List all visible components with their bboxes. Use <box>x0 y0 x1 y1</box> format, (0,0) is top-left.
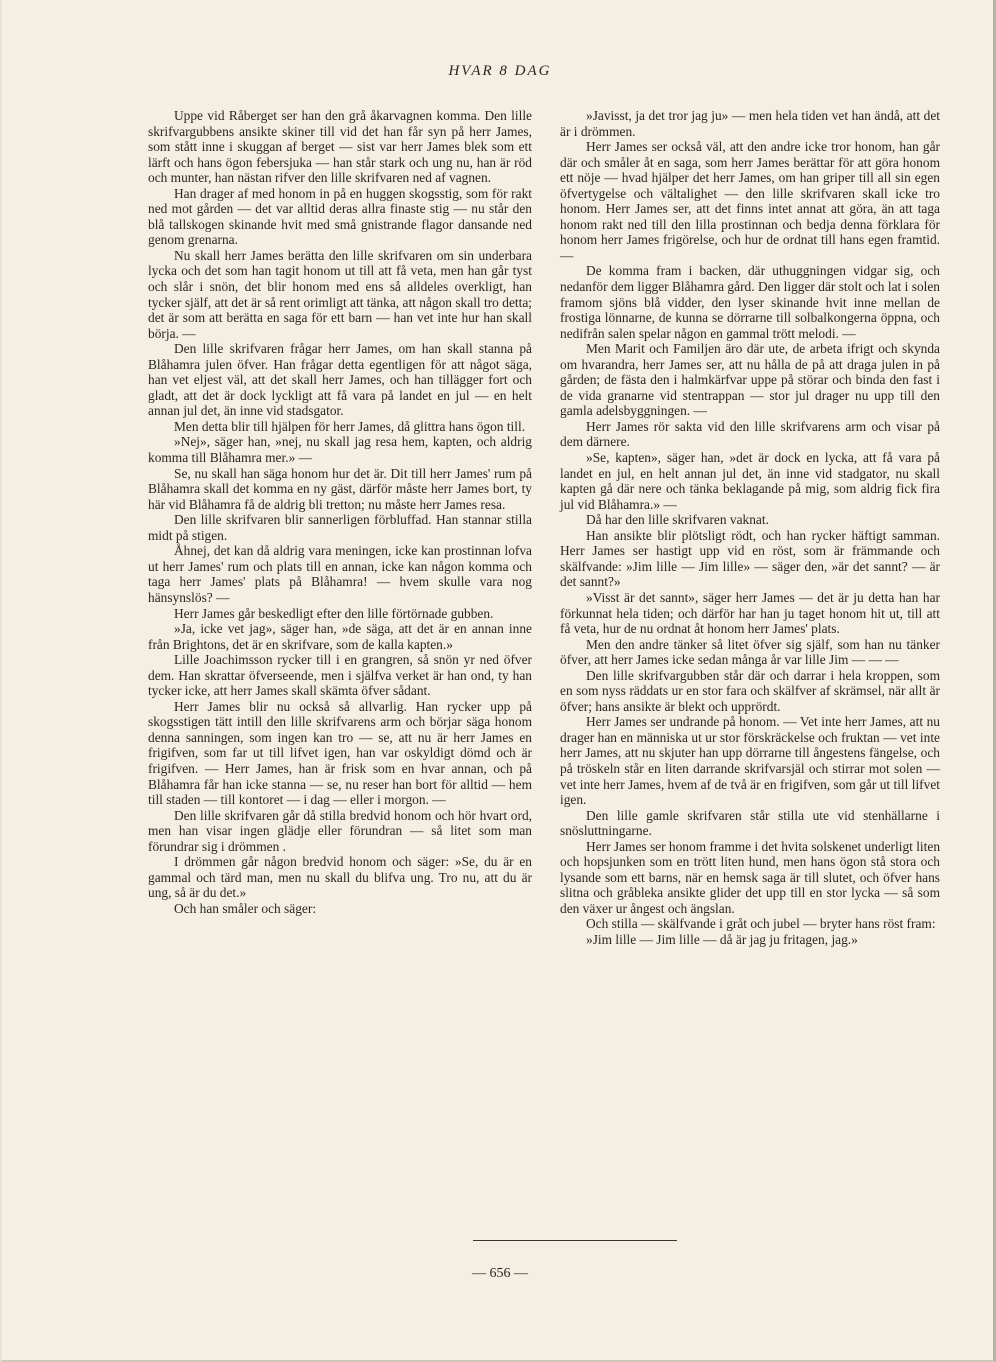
paragraph: Herr James går beskedligt efter den lille förtörnade gubben. <box>174 605 494 621</box>
paragraph: Den lille skrifvaren blir sannerligen förbluffad. Han stannar stilla midt på stigen. <box>148 512 532 543</box>
paragraph: Men detta blir till hjälpen för herr James, då glittra hans ögon till. <box>174 418 526 434</box>
paragraph: »Ja, icke vet jag», säger han, »de säga, att det är en annan inne från Brightons, det är en skrifvare, som de kalla kapten.» <box>148 621 532 652</box>
footer-rule <box>473 1240 677 1241</box>
right-column <box>560 108 940 948</box>
paragraph: Se, nu skall han säga honom hur det är. Dit till herr James' rum på Blåhamra skall det komma en ny gäst, därför måste herr James bort, ty här vid Blåhamra få de aldrig bli tretton; nu måste herr James resa. <box>148 465 532 512</box>
paragraph: »Se, kapten», säger han, »det är dock en lycka, att få vara på landet en jul, en helt annan jul det, än inne vid stadgator, nu skall kapten gå där nere och tänka beklagande på mig, som aldrig fick fira jul vid Blåhamra.» — <box>560 450 940 512</box>
paragraph: Den lille skrifvargubben står där och darrar i hela kroppen, som en som nyss räddats ur en stor fara och skälfver af skrämsel, när allt är öfver; hans ansikte är blekt och upprördt. <box>560 667 940 714</box>
paragraph: Och han småler och säger: <box>174 900 317 916</box>
paragraph: Då har den lille skrifvaren vaknat. <box>586 512 769 528</box>
paragraph: Nu skall herr James berätta den lille skrifvaren om sin underbara lycka och det som han tagit honom ut till att få veta, men han går tyst och slår i snön, det blir honom med ens så alldeles overkligt, han tycker själf, att det är så rent orimligt att tänka, att någon skall tro detta; det är som att berätta en saga för ett barn — han vet inte hur han skall börja. — <box>148 247 532 341</box>
paragraph: Lille Joachimsson rycker till i en grangren, så snön yr ned öfver dem. Han skrattar öfverseende, men i själfva verket är han ond, ty han tycker icke, att herr James skall skämta öfver sådant. <box>148 652 532 699</box>
paragraph: Åhnej, det kan då aldrig vara meningen, icke kan prostinnan lofva ut herr James' rum och plats till en annan, icke kan någon komma och taga herr James' plats på Blåhamra! — hvem skulle vara nog hänsynslös? — <box>148 543 532 605</box>
paragraph: Den lille gamle skrifvaren står stilla ute vid stenhällarne i snösluttningarne. <box>560 807 940 839</box>
paragraph: Herr James blir nu också så allvarlig. Han rycker upp på skogsstigen tätt intill den lille skrifvarens arm och börjar säga honom denna sanningen, som ingen kan tro — se, att nu är herr James en frigifven, som far ut till lifvet igen, han var oskyldigt dömd och är frigifven. — Herr James, han är frisk som en hvar annan, och på Blåhamra får han icke stanna — se, nu reser han bort för alltid — hem till staden — till kontoret — i dag — eller i morgon. — <box>148 698 532 808</box>
paragraph: Men den andre tänker så litet öfver sig själf, som han nu tänker öfver, att herr James icke sedan många år var lille Jim — — — <box>560 636 940 668</box>
paragraph: »Jim lille — Jim lille — då är jag ju fritagen, jag.» <box>586 931 858 947</box>
paragraph: Herr James rör sakta vid den lille skrifvarens arm och visar på dem därnere. <box>560 418 940 450</box>
left-column <box>148 108 532 916</box>
paragraph: Han drager af med honom in på en huggen skogsstig, som för rakt ned mot gården — det var alltid deras allra finaste stig — nu står den blå tallskogen skinande hvit med små gnistrande flagor dansande ned genom grenarna. <box>148 185 532 248</box>
paragraph: Men Marit och Familjen äro där ute, de arbeta ifrigt och skynda om hvarandra, herr James ser, att nu hålla de på att draga julen in på gården; de fästa den i halmkärfvar uppe på störar och binda den fast i de vida granarne vid stentrappan — stor jul drager nu upp till den gamla adelsbyggningen. — <box>560 341 940 419</box>
paragraph: I drömmen går någon bredvid honom och säger: »Se, du är en gammal och tärd man, men nu skall du blifva ung. Tro nu, att du är ung, så är du det.» <box>148 854 532 901</box>
paragraph: »Nej», säger han, »nej, nu skall jag resa hem, kapten, och aldrig komma till Blåhamra mer.» — <box>148 434 532 466</box>
paragraph: Den lille skrifvaren går då stilla bredvid honom och hör hvart ord, men han visar ingen glädje eller förundran — så litet som man förundrar sig i drömmen . <box>148 807 532 854</box>
paragraph: Herr James ser honom framme i det hvita solskenet underligt liten och hopsjunken som en trött liten hund, men hans ögon stå stora och lysande som ett barns, när en hemsk saga är till slutet, och öfver hans slitna och gråbleka ansikte glider det upp till en stor lycka — så som den växer ur ångest och ängslan. <box>560 838 941 916</box>
paragraph: Han ansikte blir plötsligt rödt, och han rycker häftigt samman. Herr James ser hastigt upp vid en röst, som är främmande och skälfvande: »Jim lille — Jim lille» — säger den, »är det sannt? — är det sannt?» <box>560 527 940 590</box>
paragraph: »Visst är det sannt», säger herr James — det är ju detta han har förkunnat hela tiden; och därför har han ju taget honom hit ut, till att få veta, hur de nu ordnat åt honom herr James' plats. <box>560 589 940 637</box>
paragraph: Herr James ser också väl, att den andre icke tror honom, han går där och småler åt en saga, som herr James berättar för att göra honom ett nöje — hvad hjälper det herr James, om han griper till all sin egen öfvertygelse och vältalighet — den lille skrifvaren skall icke tro honom. Herr James ser, att det finns intet annat att göra, än att taga honom rakt ned till den lilla prostinnan och bedja denna förklara för honom herr James frigörelse, och hur de ordnat till hans egen framtid. — <box>560 139 940 263</box>
paragraph: Uppe vid Råberget ser han den grå åkarvagnen komma. Den lille skrifvargubbens ansikte skiner till vid det han får syn på herr James, som stått inne i skuggan af berget — sist var herr James blek som ett lärft och hans ögon febersjuka — han står stark och ung nu, han är röd och munter, han nästan rifver den lille skrifvaren ned af vagnen. <box>148 108 532 186</box>
paragraph: »Javisst, ja det tror jag ju» — men hela tiden vet han ändå, att det är i drömmen. <box>560 108 940 139</box>
paragraph: Herr James ser undrande på honom. — Vet inte herr James, att nu drager han en människa ut ur stor förskräckelse och fruktan — vet inte herr James, att nu skjuter han upp dörrarne till ångestens fängelse, och på tröskeln står en liten darrande skrifvarsjäl och stirrar mot solen — vet inte herr James, hvem af de två är en frigifven, som går ut till lifvet igen. <box>560 714 940 808</box>
paragraph: De komma fram i backen, där uthuggningen vidgar sig, och nedanför dem ligger Blåhamra gård. Den ligger där stolt och lat i solen framom sjöns blå vidder, den lyser skinande hvit inne mellan de frostiga lönnarne, de kunna se dörrarne till solbalkongerna öppna, och nedifrån salen spelar någon en gammal trött melodi. — <box>560 263 940 341</box>
paragraph: Den lille skrifvaren frågar herr James, om han skall stanna på Blåhamra julen öfver. Han frågar detta egentligen för att något säga, han vet eljest väl, att det skall herr James, och han tillägger fort och gladt, att det är dock lyckligt att få vara på landet en jul — en helt annan jul det, än inne vid stadsgator. <box>148 341 532 419</box>
running-title: HVAR 8 DAG <box>448 63 552 79</box>
page-number: — 656 — <box>472 1266 528 1281</box>
paragraph: Och stilla — skälfvande i gråt och jubel — bryter hans röst fram: <box>586 916 936 932</box>
